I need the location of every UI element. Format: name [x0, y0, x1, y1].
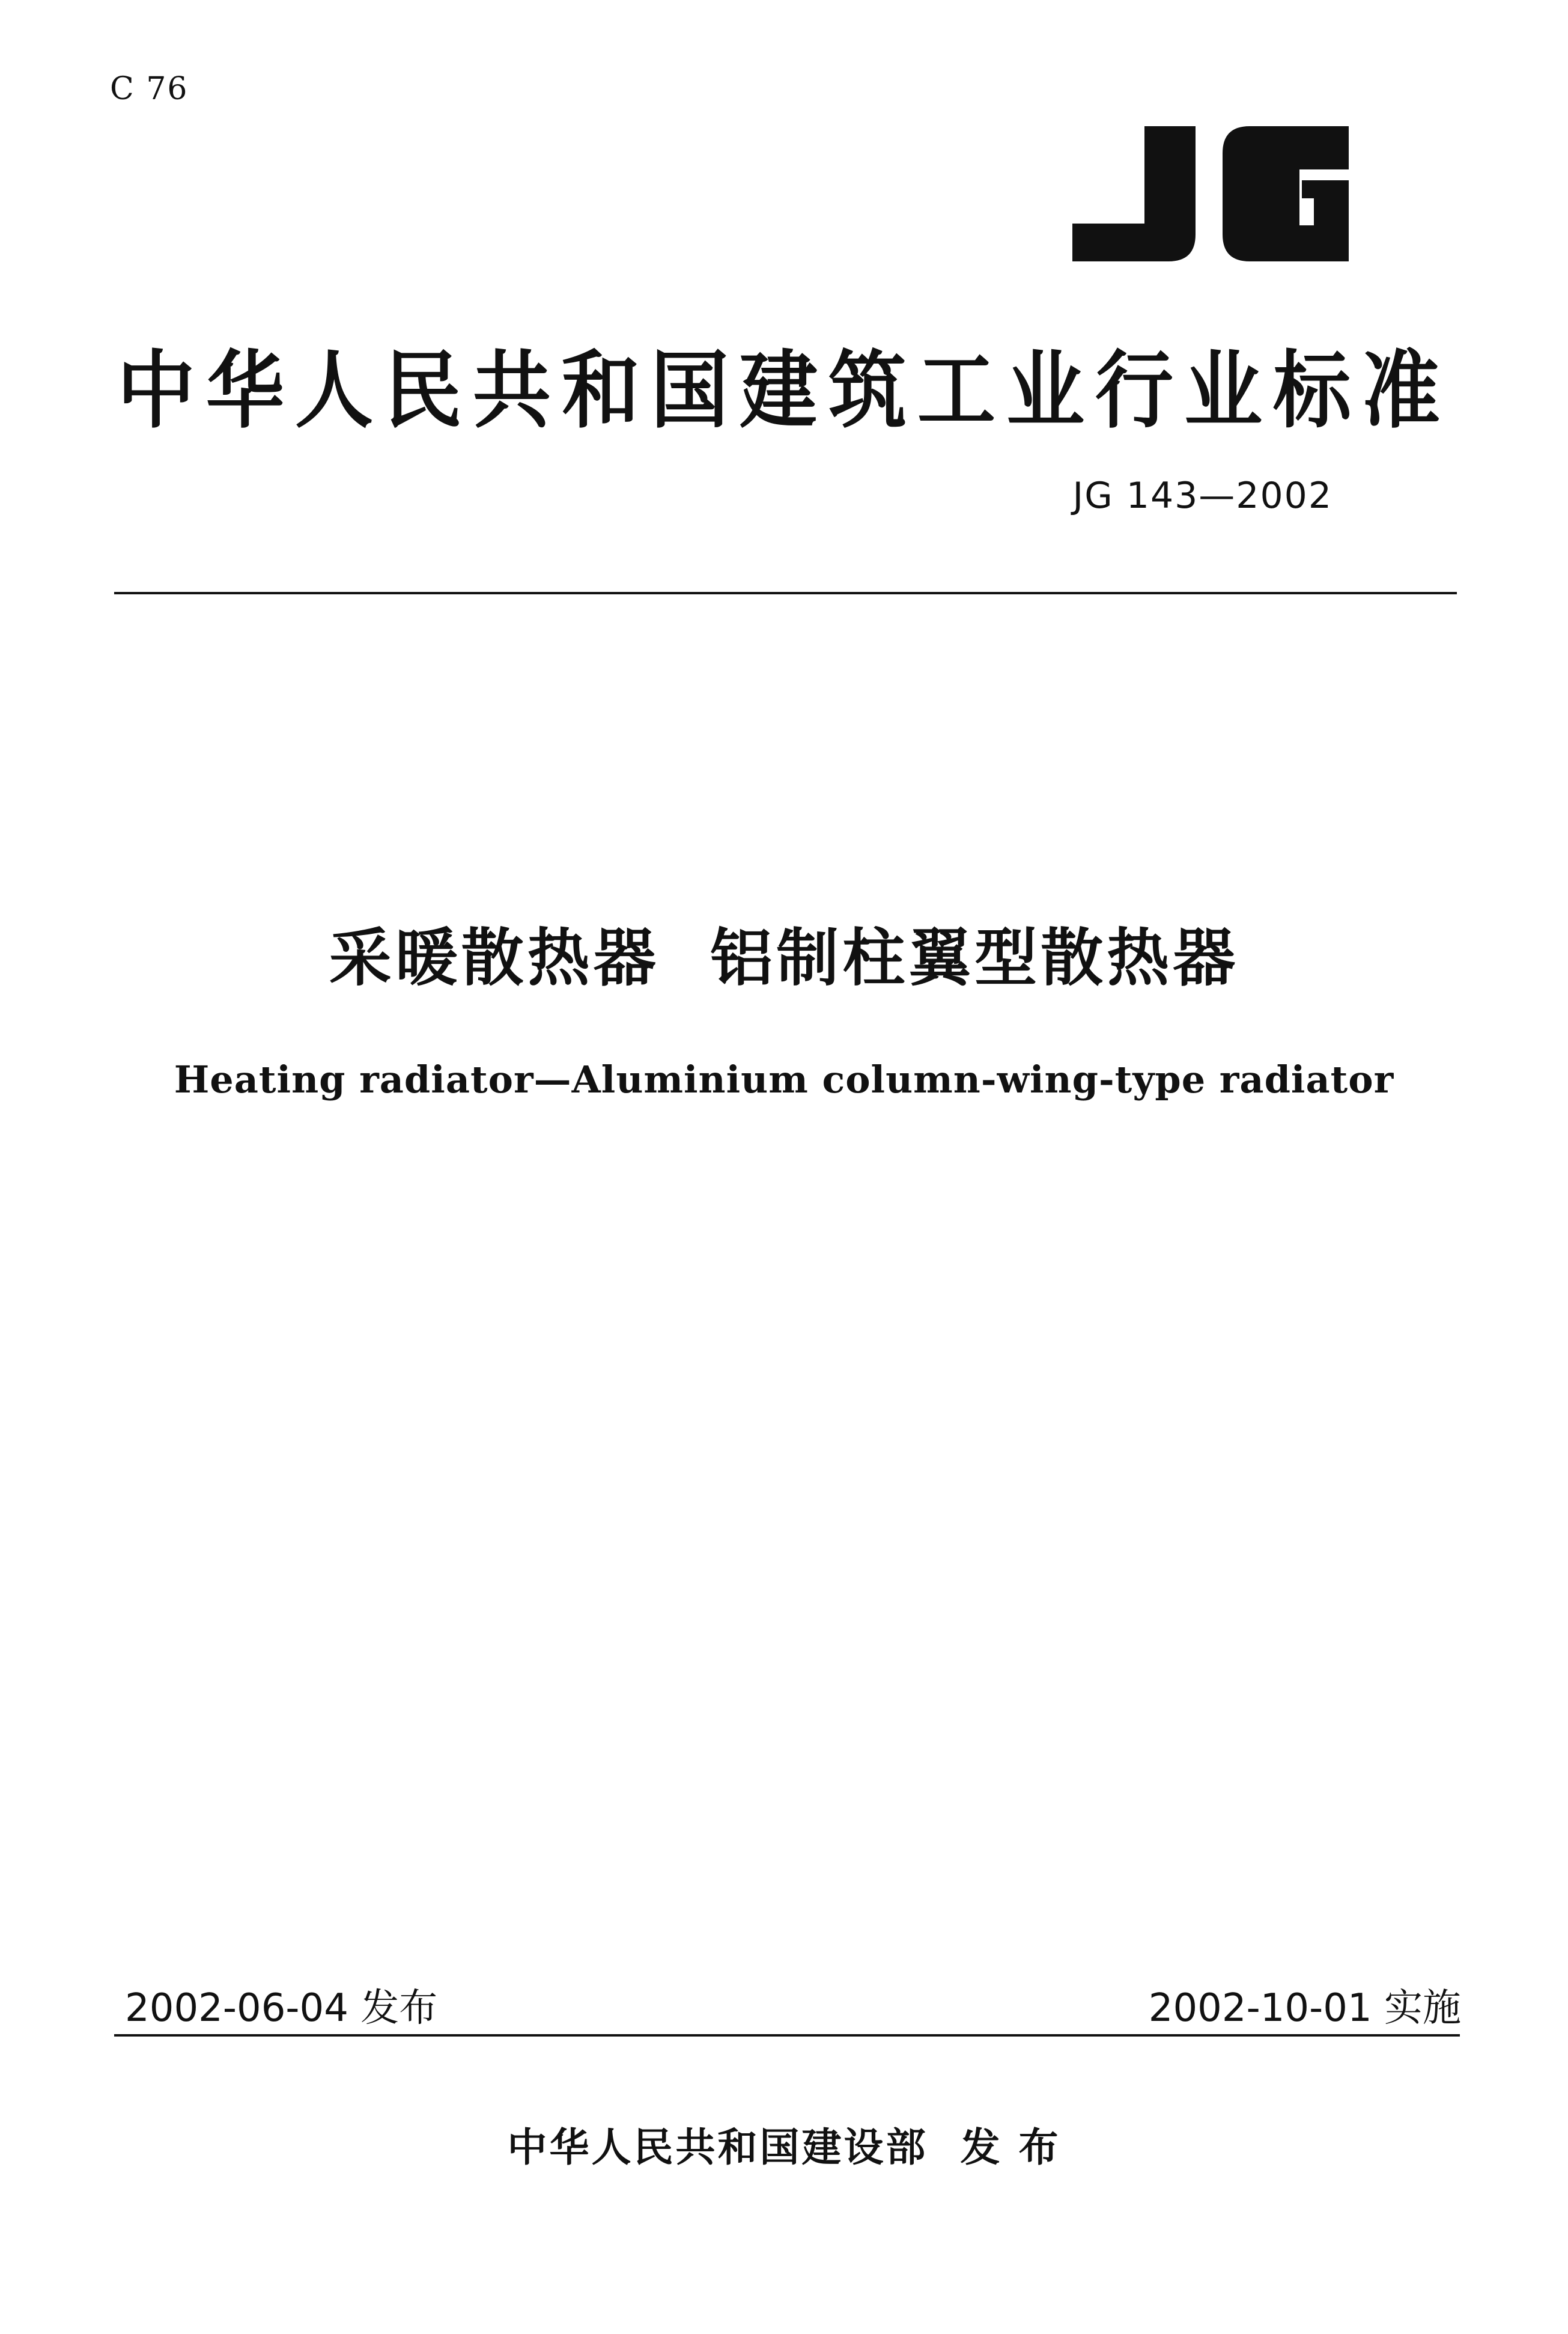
- bottom-divider: [114, 2034, 1460, 2037]
- classification-code: C 76: [110, 71, 189, 107]
- standard-title: 中华人民共和国建筑工业行业标准: [117, 341, 1451, 440]
- standard-number: JG 143—2002: [1072, 475, 1332, 517]
- document-title-chinese: 采暖散热器 铝制柱翼型散热器: [329, 921, 1239, 995]
- document-title-english: Heating radiator—Aluminium column-wing-type radiator: [174, 1058, 1394, 1101]
- top-divider: [114, 592, 1457, 594]
- issue-date: 2002-06-04 发布: [125, 1986, 438, 2031]
- effective-date: 2002-10-01 实施: [1148, 1986, 1461, 2031]
- jg-logo: [1072, 126, 1349, 270]
- publisher: 中华人民共和国建设部 发 布: [507, 2124, 1061, 2171]
